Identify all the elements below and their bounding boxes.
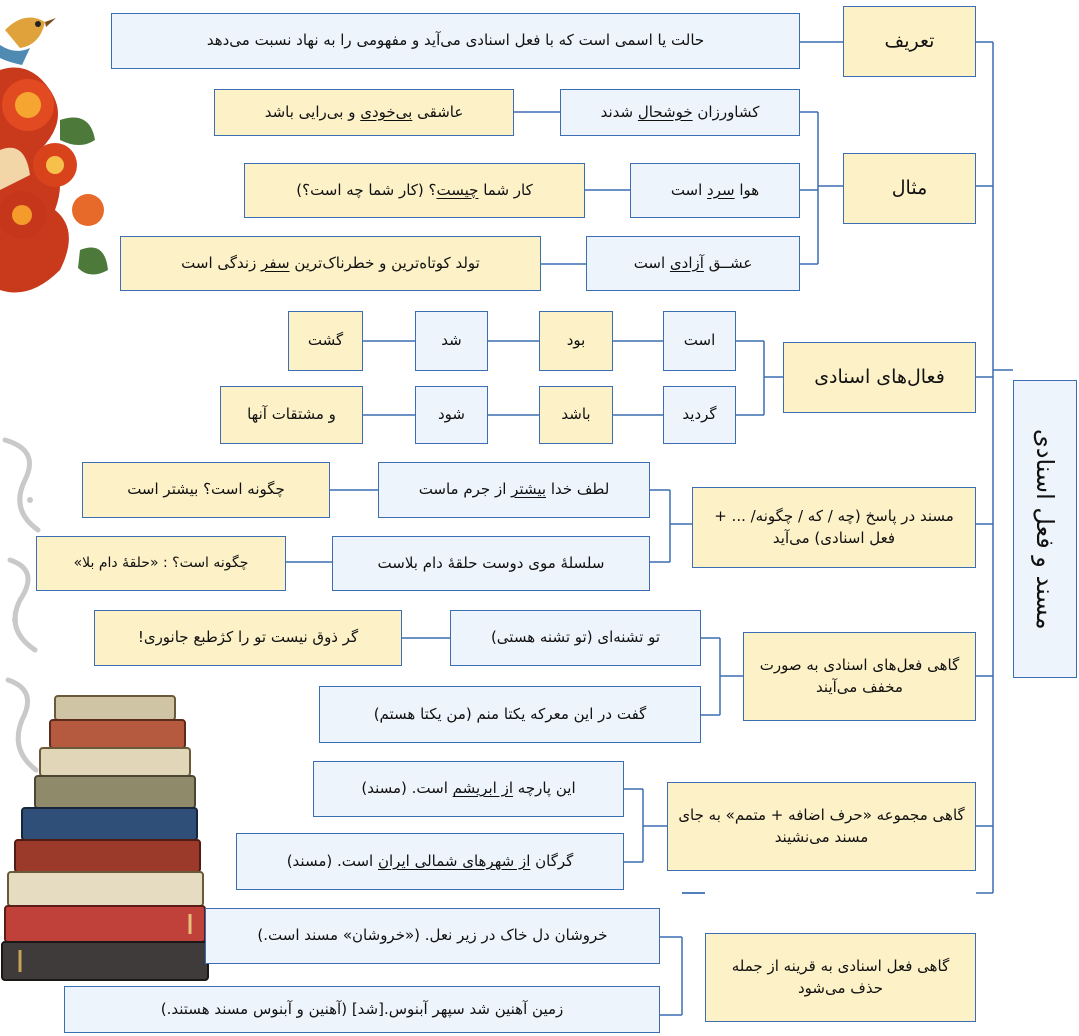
root-topic-label: مسند و فعل اسنادی — [1031, 428, 1060, 630]
category-prepositional — [667, 782, 976, 871]
reduced-sentence-1 — [450, 610, 701, 666]
answer-sentence-2 — [332, 536, 650, 591]
category-prepositional-label: گاهی مجموعه «حرف اضافه + متمم» به جای مسند می‌نشیند — [678, 805, 965, 846]
omitted-sentence-2-text: زمین آهنین شد سپهر آبنوس.[شد] (آهنین و آبنوس مسند هستند.) — [160, 999, 564, 1018]
definition-text-label: حالت یا اسمی است که با فعل اسنادی می‌آید و مفهومی را به نهاد نسبت می‌دهد — [206, 31, 705, 50]
verb-shavad-label: شود — [438, 405, 465, 424]
answer-note-1-text: چگونه است؟ بیشتر است — [127, 480, 285, 499]
example-sentence-3 — [586, 236, 800, 291]
example-sentence-1-text: کشاورزان خوشحال شدند — [600, 102, 760, 121]
root-topic — [1013, 380, 1077, 678]
verb-gasht-label: گشت — [307, 331, 344, 350]
reduced-note-1-text: گر ذوق نیست تو را کژطبع جانوری! — [137, 628, 359, 647]
verb-bashad — [539, 386, 613, 444]
example-note-1-text: عاشقی بی‌خودی و بی‌رایی باشد — [264, 102, 464, 121]
category-example-label: مثال — [891, 176, 928, 199]
verb-bud — [539, 311, 613, 371]
reduced-sentence-1-text: تو تشنه‌ای (تو تشنه هستی) — [490, 628, 661, 647]
example-note-1 — [214, 89, 514, 136]
verb-derivatives-label: و مشتقات آنها — [247, 405, 336, 424]
omitted-sentence-1-text: خروشان دل خاک در زیر نعل. («خروشان» مسند است.) — [257, 926, 608, 945]
verb-shod-label: شد — [441, 331, 462, 350]
example-sentence-1 — [560, 89, 800, 136]
verb-gardid — [663, 386, 736, 444]
omitted-sentence-2 — [64, 986, 660, 1033]
example-note-3-text: تولد کوتاه‌ترین و خطرناک‌ترین سفر زندگی است — [181, 253, 480, 272]
reduced-note-1 — [94, 610, 402, 666]
example-sentence-2 — [630, 163, 800, 218]
category-copular-verbs — [783, 342, 976, 413]
verb-bashad-label: باشد — [561, 405, 591, 424]
answer-note-1 — [82, 462, 330, 518]
verb-gardid-label: گردید — [682, 405, 717, 424]
verb-gasht — [288, 311, 363, 371]
verb-shod — [415, 311, 488, 371]
category-answer — [692, 487, 976, 568]
prep-sentence-2 — [236, 833, 624, 890]
category-example — [843, 153, 976, 224]
category-reduced-label: گاهی فعل‌های اسنادی به صورت مخفف می‌آیند — [759, 655, 960, 696]
prep-sentence-1-text: این پارچه از ابریشم است. (مسند) — [361, 779, 576, 798]
example-sentence-3-text: عشــق آزادی است — [633, 253, 753, 272]
example-note-2 — [244, 163, 585, 218]
prep-sentence-2-text: گرگان از شهرهای شمالی ایران است. (مسند) — [286, 851, 574, 870]
category-reduced — [743, 632, 976, 721]
example-sentence-2-text: هوا سرد است — [670, 180, 760, 199]
answer-note-2-text: چگونه است؟ : «حلقهٔ دام بلا» — [73, 555, 249, 572]
reduced-sentence-2 — [319, 686, 701, 743]
verb-derivatives — [220, 386, 363, 444]
category-definition-label: تعریف — [884, 29, 935, 52]
category-definition — [843, 6, 976, 77]
category-omitted-label: گاهی فعل اسنادی به قرینه از جمله حذف می‌شود — [731, 956, 950, 997]
example-note-3 — [120, 236, 541, 291]
answer-sentence-1 — [378, 462, 650, 518]
category-answer-label: مسند در پاسخ (چه / که / چگونه/ ... + فعل اسنادی) می‌آید — [714, 506, 954, 547]
category-copular-verbs-label: فعال‌های اسنادی — [814, 365, 945, 388]
omitted-sentence-1 — [205, 908, 660, 964]
reduced-sentence-2-text: گفت در این معرکه یکتا منم (من یکتا هستم) — [373, 704, 647, 723]
answer-sentence-1-text: لطف خدا بیشتر از جرم ماست — [418, 480, 610, 499]
answer-sentence-2-text: سلسلهٔ موی دوست حلقهٔ دام بلاست — [377, 553, 605, 572]
verb-shavad — [415, 386, 488, 444]
example-note-2-text: کار شما چیست؟ (کار شما چه است؟) — [296, 180, 533, 199]
category-omitted — [705, 933, 976, 1022]
verb-ast — [663, 311, 736, 371]
verb-ast-label: است — [683, 331, 716, 350]
verb-bud-label: بود — [566, 331, 586, 350]
definition-text — [111, 13, 800, 69]
prep-sentence-1 — [313, 761, 624, 817]
answer-note-2 — [36, 536, 286, 591]
